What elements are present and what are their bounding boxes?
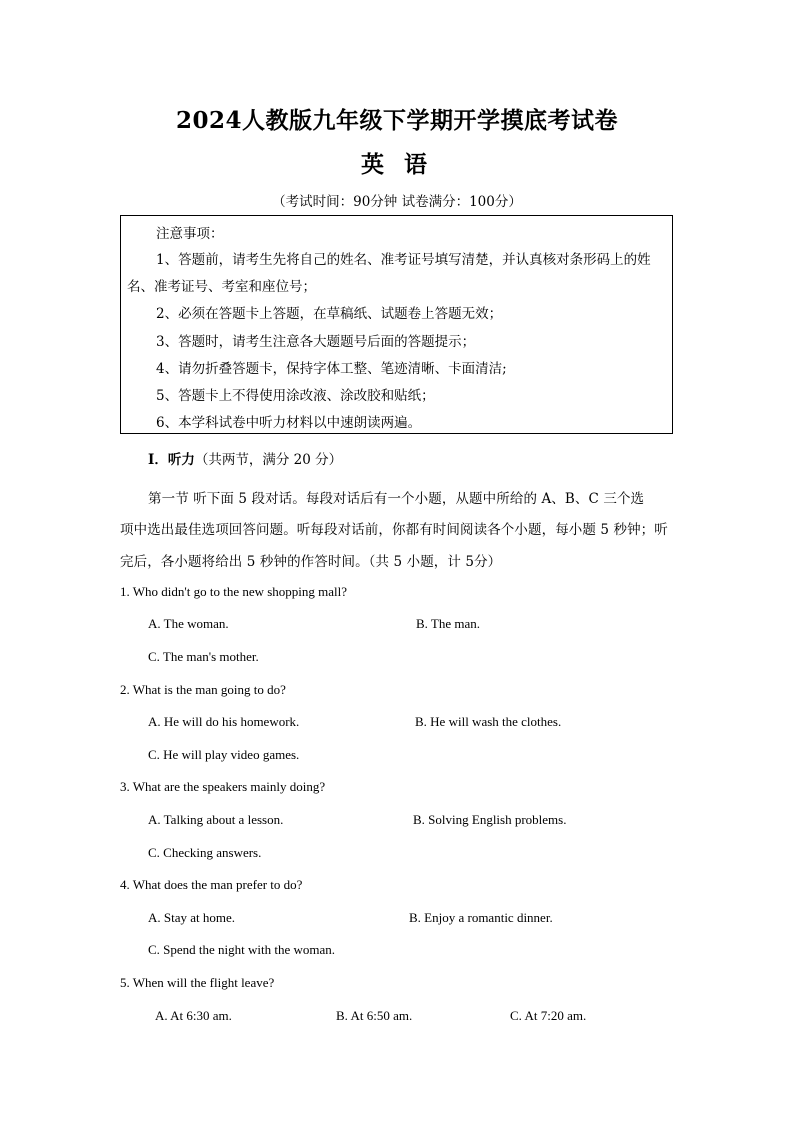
option-c: C. At 7:20 am. <box>510 1008 587 1023</box>
option-a: A. The woman. <box>148 616 229 631</box>
option-b: B. At 6:50 am. <box>336 1008 413 1023</box>
option-b: B. He will wash the clothes. <box>415 714 562 729</box>
notice-line-3: 3、答题时，请考生注意各大题题号后面的答题提示； <box>156 334 476 350</box>
instruction-line-2: 项中选出最佳选项回答问题。听每段对话前，你都有时间阅读各个小题，每小题 5 秒钟；听 <box>120 522 668 538</box>
option-c: C. The man's mother. <box>148 649 259 664</box>
option-a: A. He will do his homework. <box>148 714 300 729</box>
question-stem: 4. What does the man prefer to do? <box>120 877 303 892</box>
subject-title: 英 语 <box>360 151 433 178</box>
notice-line-5: 5、答题卡上不得使用涂改液、涂改胶和贴纸； <box>156 388 435 404</box>
section-heading-detail: （共两节，满分 20 分） <box>194 452 343 468</box>
instruction-line-1: 第一节 听下面 5 段对话。每段对话后有一个小题，从题中所给的 A、B、C 三个选 <box>148 491 645 507</box>
option-b: B. Enjoy a romantic dinner. <box>409 910 553 925</box>
notice-line-4: 4、请勿折叠答题卡，保持字体工整、笔迹清晰、卡面清洁; <box>156 361 507 377</box>
section-heading <box>148 448 342 468</box>
question-stem: 3. What are the speakers mainly doing? <box>120 779 326 794</box>
question-stem: 5. When will the flight leave? <box>120 975 275 990</box>
notice-line-2: 2、必须在答题卡上答题，在草稿纸、试题卷上答题无效； <box>156 306 503 322</box>
option-c: C. He will play video games. <box>148 747 300 762</box>
option-b: B. Solving English problems. <box>413 812 567 827</box>
option-a: A. Stay at home. <box>148 910 236 925</box>
question-stem: 2. What is the man going to do? <box>120 682 286 697</box>
exam-info: （考试时间：90分钟 试卷满分：100分） <box>272 194 522 210</box>
question-stem: 1. Who didn't go to the new shopping mall? <box>120 584 348 599</box>
instruction-line-3: 完后，各小题将给出 5 秒钟的作答时间。（共 5 小题，计 5分） <box>120 554 502 570</box>
option-a: A. At 6:30 am. <box>155 1008 232 1023</box>
exam-title: 2024人教版九年级下学期开学摸底考试卷 <box>175 107 618 134</box>
option-c: C. Checking answers. <box>148 845 262 860</box>
option-b: B. The man. <box>416 616 481 631</box>
option-c: C. Spend the night with the woman. <box>148 942 336 957</box>
option-a: A. Talking about a lesson. <box>148 812 284 827</box>
notice-box <box>120 215 673 434</box>
section-heading-label: I．听力 <box>148 452 195 468</box>
notice-line-1: 1、答题前，请考生先将自己的姓名、准考证号填写清楚，并认真核对条形码上的姓 <box>156 252 651 268</box>
notice-line-6: 6、本学科试卷中听力材料以中速朗读两遍。 <box>156 415 422 431</box>
notice-line-1-cont: 名、准考证号、考室和座位号； <box>127 279 316 295</box>
notice-heading: 注意事项： <box>156 226 224 242</box>
